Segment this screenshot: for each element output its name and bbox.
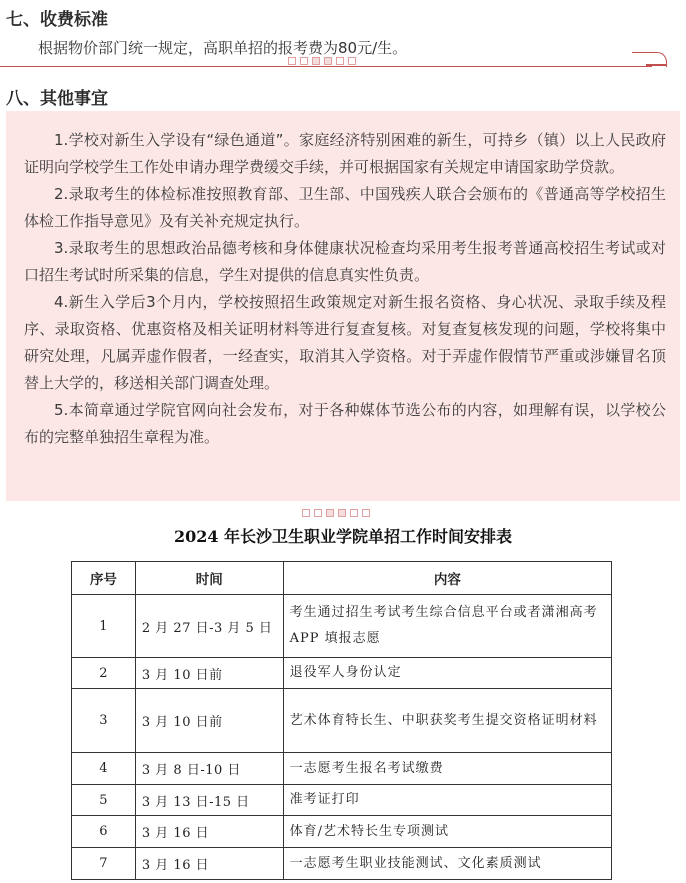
decorative-dots-bottom <box>302 509 370 517</box>
dot <box>302 509 310 517</box>
row-time: 3 月 10 日前 <box>135 689 283 753</box>
dot <box>312 57 320 65</box>
dot <box>324 57 332 65</box>
section-7-heading: 七、收费标准 <box>6 10 108 30</box>
table-row <box>72 658 612 689</box>
row-time: 3 月 13 日-15 日 <box>135 785 283 816</box>
row-time: 3 月 10 日前 <box>135 658 283 689</box>
notice-paragraph-2: 2.录取考生的体检标准按照教育部、卫生部、中国残疾人联合会颁布的《普通高等学校招生体检工作指导意见》及有关补充规定执行。 <box>24 185 666 230</box>
row-content: 艺术体育特长生、中职获奖考生提交资格证明材料 <box>283 689 611 753</box>
row-time: 3 月 16 日 <box>135 816 283 848</box>
dot <box>350 509 358 517</box>
row-no: 6 <box>72 816 136 848</box>
header-time: 时间 <box>135 562 283 595</box>
row-content: 一志愿考生报名考试缴费 <box>283 753 611 785</box>
header-no: 序号 <box>72 562 136 595</box>
row-content: 体育/艺术特长生专项测试 <box>283 816 611 848</box>
dot <box>314 509 322 517</box>
row-time: 3 月 8 日-10 日 <box>135 753 283 785</box>
table-row <box>72 816 612 848</box>
other-matters-box <box>6 111 680 501</box>
section-7-fee-text: 根据物价部门统一规定，高职单招的报考费为80元/生。 <box>38 39 408 57</box>
notice-paragraph-4: 4.新生入学后3个月内，学校按照招生政策规定对新生报名资格、身心状况、录取手续及程序、录取资格、优惠资格及相关证明材料等进行复查复核。对复查复核发现的问题，学校将集中研究处理，凡属弄虚作假者，一经查实，取消其入学资格。对于弄虚作假情节严重或涉嫌冒名顶替上大学的，移送相关部门调查处理。 <box>24 293 666 392</box>
row-time: 3 月 16 日 <box>135 848 283 880</box>
dot <box>338 509 346 517</box>
row-no: 4 <box>72 753 136 785</box>
dot <box>336 57 344 65</box>
notice-paragraph-3: 3.录取考生的思想政治品德考核和身体健康状况检查均采用考生报考普通高校招生考试或对口招生考试时所采集的信息，学生对提供的信息真实性负责。 <box>24 239 666 284</box>
dot <box>288 57 296 65</box>
row-content: 退役军人身份认定 <box>283 658 611 689</box>
table-header-row <box>72 562 612 595</box>
dot <box>300 57 308 65</box>
decorative-dots-top <box>288 57 356 65</box>
row-content: 准考证打印 <box>283 785 611 816</box>
schedule-table <box>71 561 612 880</box>
table-row <box>72 785 612 816</box>
row-no: 3 <box>72 689 136 753</box>
table-row <box>72 689 612 753</box>
table-row <box>72 848 612 880</box>
section-8-heading: 八、其他事宜 <box>6 89 108 109</box>
row-no: 1 <box>72 595 136 658</box>
dot <box>348 57 356 65</box>
table-row <box>72 753 612 785</box>
notice-paragraph-1: 1.学校对新生入学设有“绿色通道”。家庭经济特别困难的新生，可持乡（镇）以上人民政府证明向学校学生工作处申请办理学费缓交手续，并可根据国家有关规定申请国家助学贷款。 <box>24 131 666 176</box>
row-no: 2 <box>72 658 136 689</box>
decorative-divider-line <box>0 66 652 67</box>
header-content: 内容 <box>283 562 611 595</box>
row-content: 考生通过招生考试考生综合信息平台或者潇湘高考 APP 填报志愿 <box>283 595 611 658</box>
row-no: 7 <box>72 848 136 880</box>
row-content: 一志愿考生职业技能测试、文化素质测试 <box>283 848 611 880</box>
schedule-table-title: 2024 年长沙卫生职业学院单招工作时间安排表 <box>173 527 513 546</box>
table-row <box>72 595 612 658</box>
row-time: 2 月 27 日-3 月 5 日 <box>135 595 283 658</box>
row-no: 5 <box>72 785 136 816</box>
divider-hook-tail <box>646 64 666 66</box>
dot <box>362 509 370 517</box>
dot <box>326 509 334 517</box>
notice-paragraph-5: 5.本简章通过学院官网向社会发布，对于各种媒体节选公布的内容，如理解有误，以学校公布的完整单独招生章程为准。 <box>24 401 666 446</box>
